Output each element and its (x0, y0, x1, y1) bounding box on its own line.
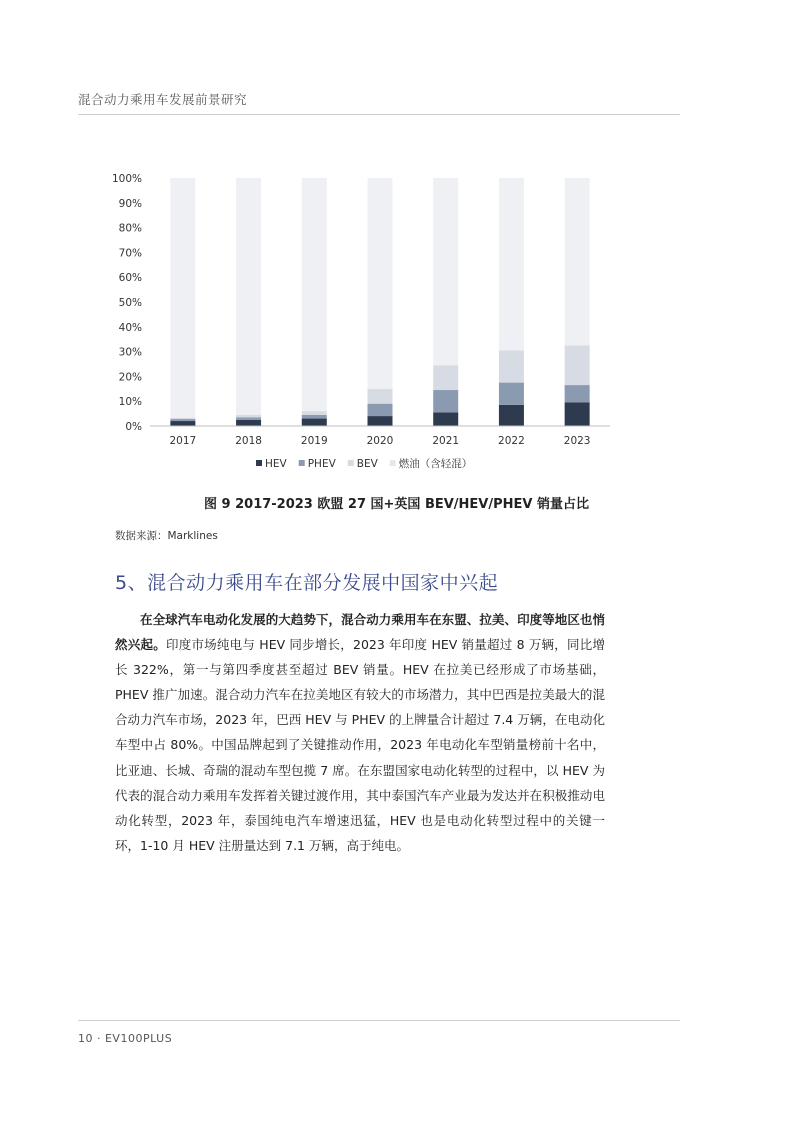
stacked-bar-chart (90, 160, 620, 485)
bar-segment-2022 (499, 178, 524, 350)
y-tick-label: 90% (118, 197, 142, 210)
figure-caption: 图 9 2017-2023 欧盟 27 国+英国 BEV/HEV/PHEV 销量占比 (204, 497, 589, 512)
x-tick-label: 2018 (235, 435, 262, 447)
bar-segment-2023 (565, 178, 590, 345)
bar-segment-2023 (565, 385, 590, 402)
y-tick-label: 20% (118, 371, 142, 384)
bar-segment-2023 (565, 345, 590, 385)
bar-segment-2021 (433, 365, 458, 390)
legend-swatch (390, 460, 396, 466)
y-tick-label: 60% (118, 272, 142, 285)
bar-segment-2020 (368, 178, 393, 389)
legend-swatch (256, 460, 262, 466)
y-tick-label: 70% (118, 247, 142, 260)
bars (170, 178, 589, 426)
section-paragraph (115, 607, 605, 858)
bar-segment-2017 (170, 418, 195, 419)
bar-segment-2017 (170, 178, 195, 418)
bar-segment-2022 (499, 405, 524, 426)
bar-segment-2023 (565, 402, 590, 426)
y-axis (112, 173, 142, 433)
legend-swatch (348, 460, 354, 466)
bar-segment-2021 (433, 178, 458, 365)
bar-segment-2019 (302, 411, 327, 415)
page-footer: 10 · EV100PLUS (78, 1032, 173, 1045)
y-tick-label: 100% (111, 173, 142, 185)
lead-sentence: 在全球汽车电动化发展的大趋势下，混合动力乘用车在东盟、拉美、印度等地区也悄然兴起。 (115, 612, 605, 653)
bar-segment-2021 (433, 390, 458, 412)
bar-segment-2020 (368, 389, 393, 404)
bar-segment-2020 (368, 416, 393, 426)
running-header: 混合动力乘用车发展前景研究 (78, 92, 248, 107)
legend-label: 燃油（含轻混） (398, 458, 473, 470)
x-axis (150, 426, 610, 447)
x-tick-label: 2021 (432, 435, 460, 447)
x-tick-label: 2022 (498, 435, 525, 447)
bar-segment-2018 (236, 415, 261, 417)
bar-segment-2020 (368, 404, 393, 416)
x-tick-label: 2019 (300, 435, 328, 447)
chart-legend (256, 457, 472, 470)
bar-segment-2019 (302, 419, 327, 426)
legend-label: HEV (265, 458, 287, 470)
bar-segment-2019 (302, 178, 327, 411)
data-source: 数据来源：Marklines (115, 530, 218, 542)
x-tick-label: 2020 (366, 435, 394, 447)
bar-segment-2019 (302, 415, 327, 419)
legend-label: PHEV (307, 458, 336, 470)
bar-segment-2018 (236, 420, 261, 426)
x-tick-label: 2017 (169, 435, 197, 447)
paragraph-body: 印度市场纯电与 HEV 同步增长，2023 年印度 HEV 销量超过 8 万辆，同比增长 322%，第一与第四季度甚至超过 BEV 销量。HEV 在拉美已经形成了市场基础，PHEV 推广加速。混合动力汽车在拉美地区有较大的市场潜力，其中巴西是拉美最大的混合动力汽车市场，2023 年，巴西 HEV 与 PHEV 的上牌量合计超过 7.4 万辆，在电动化车型中占 80%。中国品牌起到了关键推动作用，2023 年电动化车型销量榜前十名中，比亚迪、长城、奇瑞的混动车型包揽 7 席。在东盟国家电动化转型的过程中，以 HEV 为代表的混合动力乘用车发挥着关键过渡作用，其中泰国汽车产业最为发达并在积极推动电动化转型，2023 年，泰国纯电汽车增速迅猛，HEV 也是电动化转型过程中的关键一环，1-10 月 HEV 注册量达到 7.1 万辆，高于纯电。 (115, 637, 605, 853)
x-tick-label: 2023 (563, 435, 591, 447)
bar-segment-2017 (170, 419, 195, 421)
section-heading: 5、混合动力乘用车在部分发展中国家中兴起 (115, 572, 499, 594)
bar-segment-2018 (236, 417, 261, 419)
y-tick-label: 80% (118, 222, 142, 235)
bar-segment-2022 (499, 350, 524, 382)
y-tick-label: 30% (118, 346, 142, 359)
bar-segment-2022 (499, 383, 524, 405)
legend-swatch (299, 460, 305, 466)
bar-segment-2018 (236, 178, 261, 415)
y-tick-label: 10% (118, 396, 142, 409)
y-tick-label: 0% (125, 421, 142, 433)
header-divider (78, 114, 680, 115)
bar-segment-2017 (170, 421, 195, 426)
footer-divider (78, 1020, 680, 1021)
bar-segment-2021 (433, 412, 458, 426)
y-tick-label: 50% (118, 297, 142, 309)
legend-label: BEV (356, 458, 378, 470)
y-tick-label: 40% (118, 321, 142, 334)
